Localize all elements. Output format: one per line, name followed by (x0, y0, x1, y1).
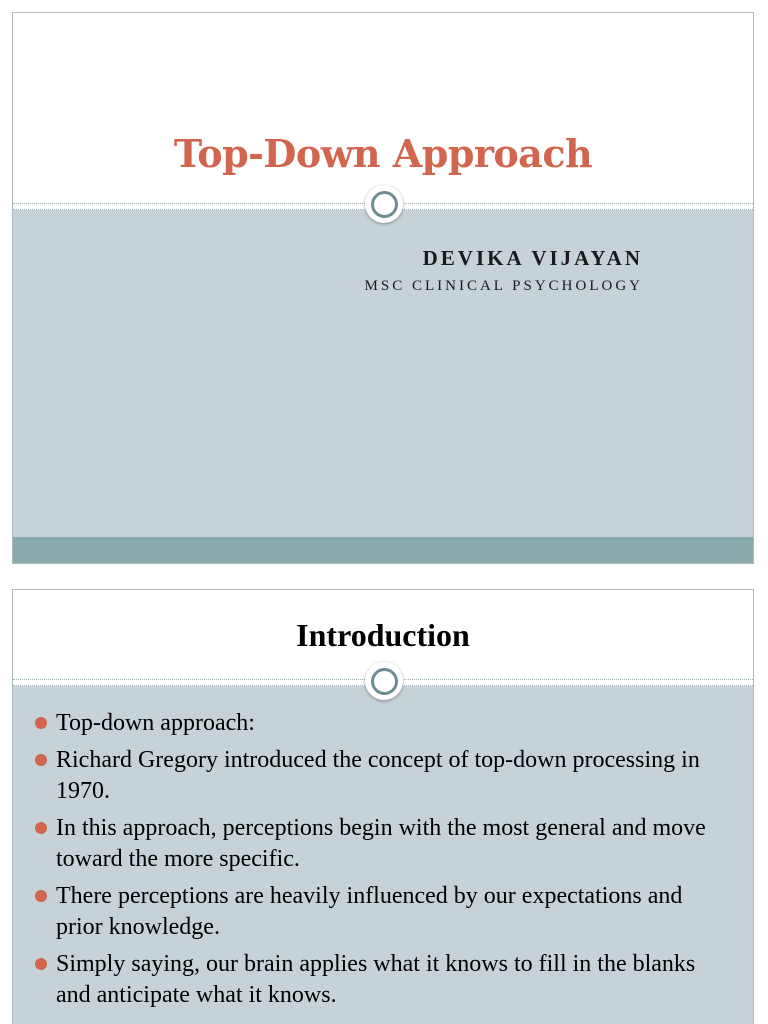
ring-ornament-icon (365, 662, 403, 700)
author-subtitle: MSC CLINICAL PSYCHOLOGY (364, 278, 643, 294)
bullet-text: There perceptions are heavily influenced by our expectations and prior knowledge. (56, 883, 683, 940)
bullet-list (13, 708, 754, 1017)
circle-bullet-icon (35, 717, 47, 729)
ring-ornament-icon (365, 185, 403, 223)
bullet-item (13, 813, 754, 875)
slide-footer-band (13, 537, 753, 564)
presentation-title: Top-Down Approach (173, 131, 593, 176)
introduction-slide (12, 589, 754, 1024)
circle-bullet-icon (35, 958, 47, 970)
author-name: DEVIKA VIJAYAN (422, 246, 643, 270)
bullet-item (13, 708, 754, 739)
bullet-text: Top-down approach: (56, 710, 255, 736)
bullet-item (13, 745, 754, 807)
circle-bullet-icon (35, 822, 47, 834)
bullet-text: In this approach, perceptions begin with the most general and move toward the more specific. (56, 815, 706, 872)
circle-bullet-icon (35, 890, 47, 902)
bullet-text: Simply saying, our brain applies what it knows to fill in the blanks and anticipate what it knows. (56, 951, 696, 1008)
circle-bullet-icon (35, 754, 47, 766)
bullet-item (13, 881, 754, 943)
title-slide (12, 12, 754, 564)
bullet-text: Richard Gregory introduced the concept of top-down processing in 1970. (56, 747, 700, 804)
bullet-item (13, 949, 754, 1011)
slide-title-band (13, 13, 753, 210)
section-title: Introduction (296, 617, 470, 653)
